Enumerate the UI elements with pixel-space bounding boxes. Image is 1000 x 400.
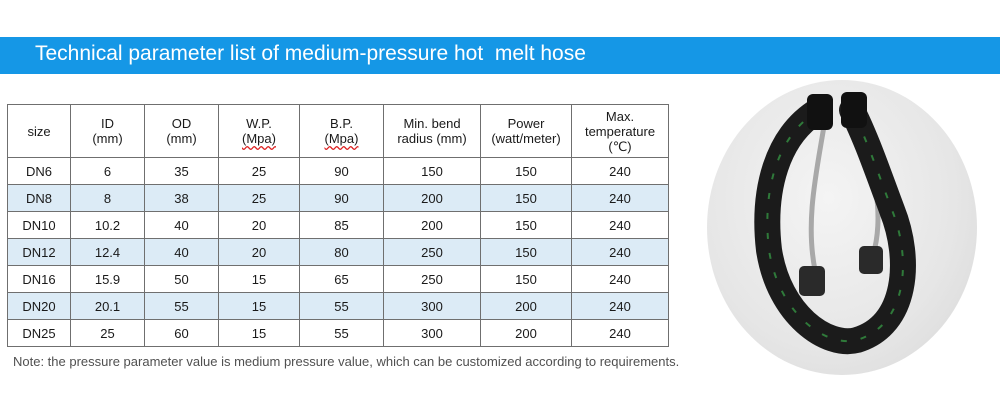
table-cell: 15 xyxy=(219,293,300,320)
page-title: Technical parameter list of medium-pressure hot melt hose xyxy=(35,42,586,65)
title-banner xyxy=(0,37,1000,74)
header-wp: W.P. (Mpa) xyxy=(219,105,300,158)
table-cell: DN12 xyxy=(8,239,71,266)
table-cell: 38 xyxy=(145,185,219,212)
table-cell: DN10 xyxy=(8,212,71,239)
connector-left-icon xyxy=(799,266,825,296)
table-cell: 300 xyxy=(384,320,481,347)
table-cell: 25 xyxy=(71,320,145,347)
table-row xyxy=(8,185,669,212)
table-row xyxy=(8,266,669,293)
table-cell: 20.1 xyxy=(71,293,145,320)
hose-end-right-icon xyxy=(841,92,867,128)
table-cell: 240 xyxy=(572,320,669,347)
table-cell: 25 xyxy=(219,185,300,212)
table-cell: DN25 xyxy=(8,320,71,347)
footnote: Note: the pressure parameter value is medium pressure value, which can be customized according to requirements. xyxy=(13,354,680,369)
table-cell: 80 xyxy=(300,239,384,266)
table-cell: 85 xyxy=(300,212,384,239)
table-cell: 250 xyxy=(384,266,481,293)
table-cell: DN6 xyxy=(8,158,71,185)
table-cell: 240 xyxy=(572,293,669,320)
table-cell: 40 xyxy=(145,212,219,239)
table-row xyxy=(8,239,669,266)
header-bp: B.P. (Mpa) xyxy=(300,105,384,158)
table-cell: 150 xyxy=(481,185,572,212)
table-cell: 240 xyxy=(572,185,669,212)
table-cell: DN20 xyxy=(8,293,71,320)
table-cell: 150 xyxy=(481,212,572,239)
table-cell: 35 xyxy=(145,158,219,185)
table-header-row xyxy=(8,105,669,158)
table-cell: 200 xyxy=(384,185,481,212)
header-od: OD (mm) xyxy=(145,105,219,158)
parameter-table xyxy=(7,104,669,347)
table-cell: DN8 xyxy=(8,185,71,212)
table-row xyxy=(8,320,669,347)
table-cell: 15 xyxy=(219,266,300,293)
table-cell: 240 xyxy=(572,239,669,266)
table-cell: 55 xyxy=(300,320,384,347)
table-cell: 20 xyxy=(219,212,300,239)
table-body xyxy=(8,158,669,347)
table-cell: 65 xyxy=(300,266,384,293)
table-cell: 240 xyxy=(572,266,669,293)
table-cell: 200 xyxy=(481,320,572,347)
table-cell: 240 xyxy=(572,212,669,239)
hot-melt-hose-photo xyxy=(707,80,977,375)
hose-end-left-icon xyxy=(807,94,833,130)
table-cell: 8 xyxy=(71,185,145,212)
table-cell: 15.9 xyxy=(71,266,145,293)
table-cell: 25 xyxy=(219,158,300,185)
metal-cable-left xyxy=(811,120,825,270)
table-cell: 150 xyxy=(481,158,572,185)
table-cell: 300 xyxy=(384,293,481,320)
table-cell: 50 xyxy=(145,266,219,293)
table-cell: 55 xyxy=(145,293,219,320)
table-row xyxy=(8,212,669,239)
header-id: ID (mm) xyxy=(71,105,145,158)
table-cell: 150 xyxy=(481,266,572,293)
table-cell: 6 xyxy=(71,158,145,185)
table-cell: 60 xyxy=(145,320,219,347)
table-cell: 12.4 xyxy=(71,239,145,266)
table-cell: 150 xyxy=(384,158,481,185)
table-cell: 240 xyxy=(572,158,669,185)
table-cell: 90 xyxy=(300,158,384,185)
header-size: size xyxy=(8,105,71,158)
table-cell: 10.2 xyxy=(71,212,145,239)
header-power: Power (watt/meter) xyxy=(481,105,572,158)
table-cell: 250 xyxy=(384,239,481,266)
table-cell: 20 xyxy=(219,239,300,266)
table-cell: 150 xyxy=(481,239,572,266)
table-row xyxy=(8,293,669,320)
table-cell: 55 xyxy=(300,293,384,320)
table-cell: 200 xyxy=(384,212,481,239)
table-cell: 40 xyxy=(145,239,219,266)
table-cell: 200 xyxy=(481,293,572,320)
hose-photo-frame xyxy=(707,80,977,375)
header-bend-radius: Min. bend radius (mm) xyxy=(384,105,481,158)
table-cell: DN16 xyxy=(8,266,71,293)
table-cell: 90 xyxy=(300,185,384,212)
header-max-temperature: Max. temperature (℃) xyxy=(572,105,669,158)
hose-loop xyxy=(767,110,903,341)
connector-right-icon xyxy=(859,246,883,274)
table-cell: 15 xyxy=(219,320,300,347)
table-row xyxy=(8,158,669,185)
